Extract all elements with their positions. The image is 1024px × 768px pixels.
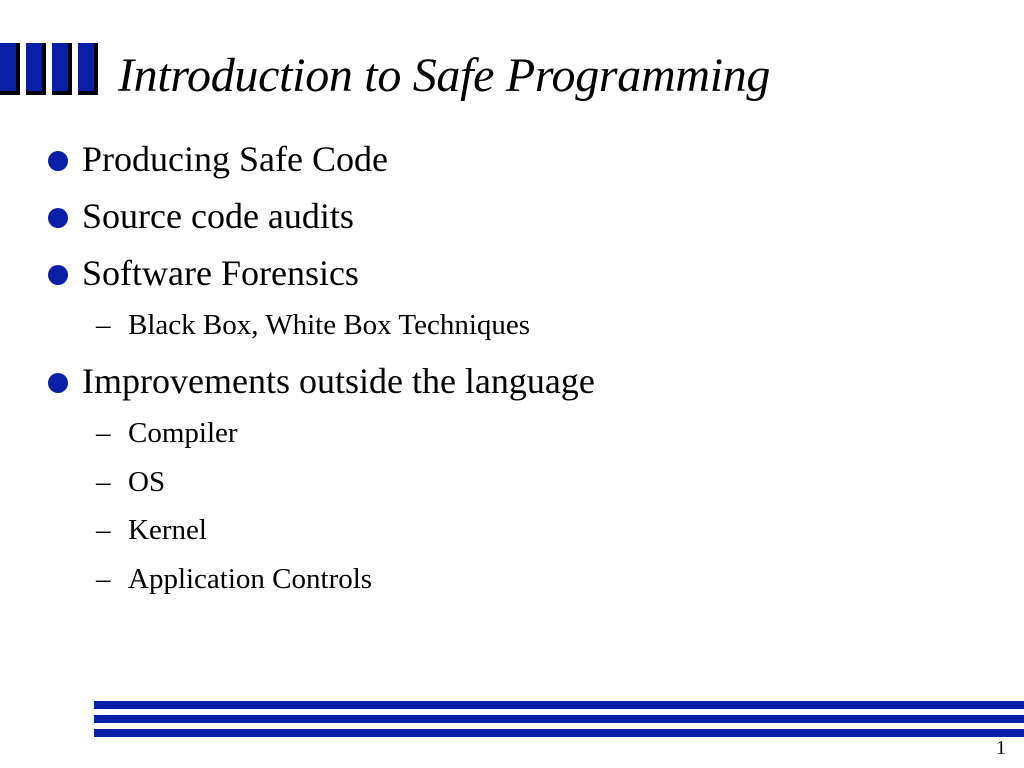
page-number: 1 [996,737,1006,759]
sub-bullet-item: Application Controls [128,563,373,595]
footer-stripe [94,715,1024,723]
sub-bullet-dash: – [96,309,111,341]
bullet-item: Source code audits [82,196,354,236]
sub-bullet-dash: – [96,466,111,498]
footer-stripe [94,729,1024,737]
bullet-item: Software Forensics [82,253,359,293]
bullet-item: Producing Safe Code [82,139,388,179]
footer-stripes [94,701,1024,741]
sub-bullet-dash: – [96,514,111,546]
slide-title: Introduction to Safe Programming [118,49,771,102]
sub-bullet-item: Compiler [128,417,238,449]
footer-stripe [94,701,1024,709]
sub-bullet-dash: – [96,417,111,449]
bullet-dot-icon [48,151,68,171]
sub-bullet-item: Kernel [128,514,207,546]
sub-bullet-item: OS [128,466,166,498]
bullet-dot-icon [48,265,68,285]
bullet-item: Improvements outside the language [82,361,595,401]
bullet-dot-icon [48,208,68,228]
bullet-dot-icon [48,373,68,393]
sub-bullet-item: Black Box, White Box Techniques [128,309,531,341]
sub-bullet-dash: – [96,563,111,595]
